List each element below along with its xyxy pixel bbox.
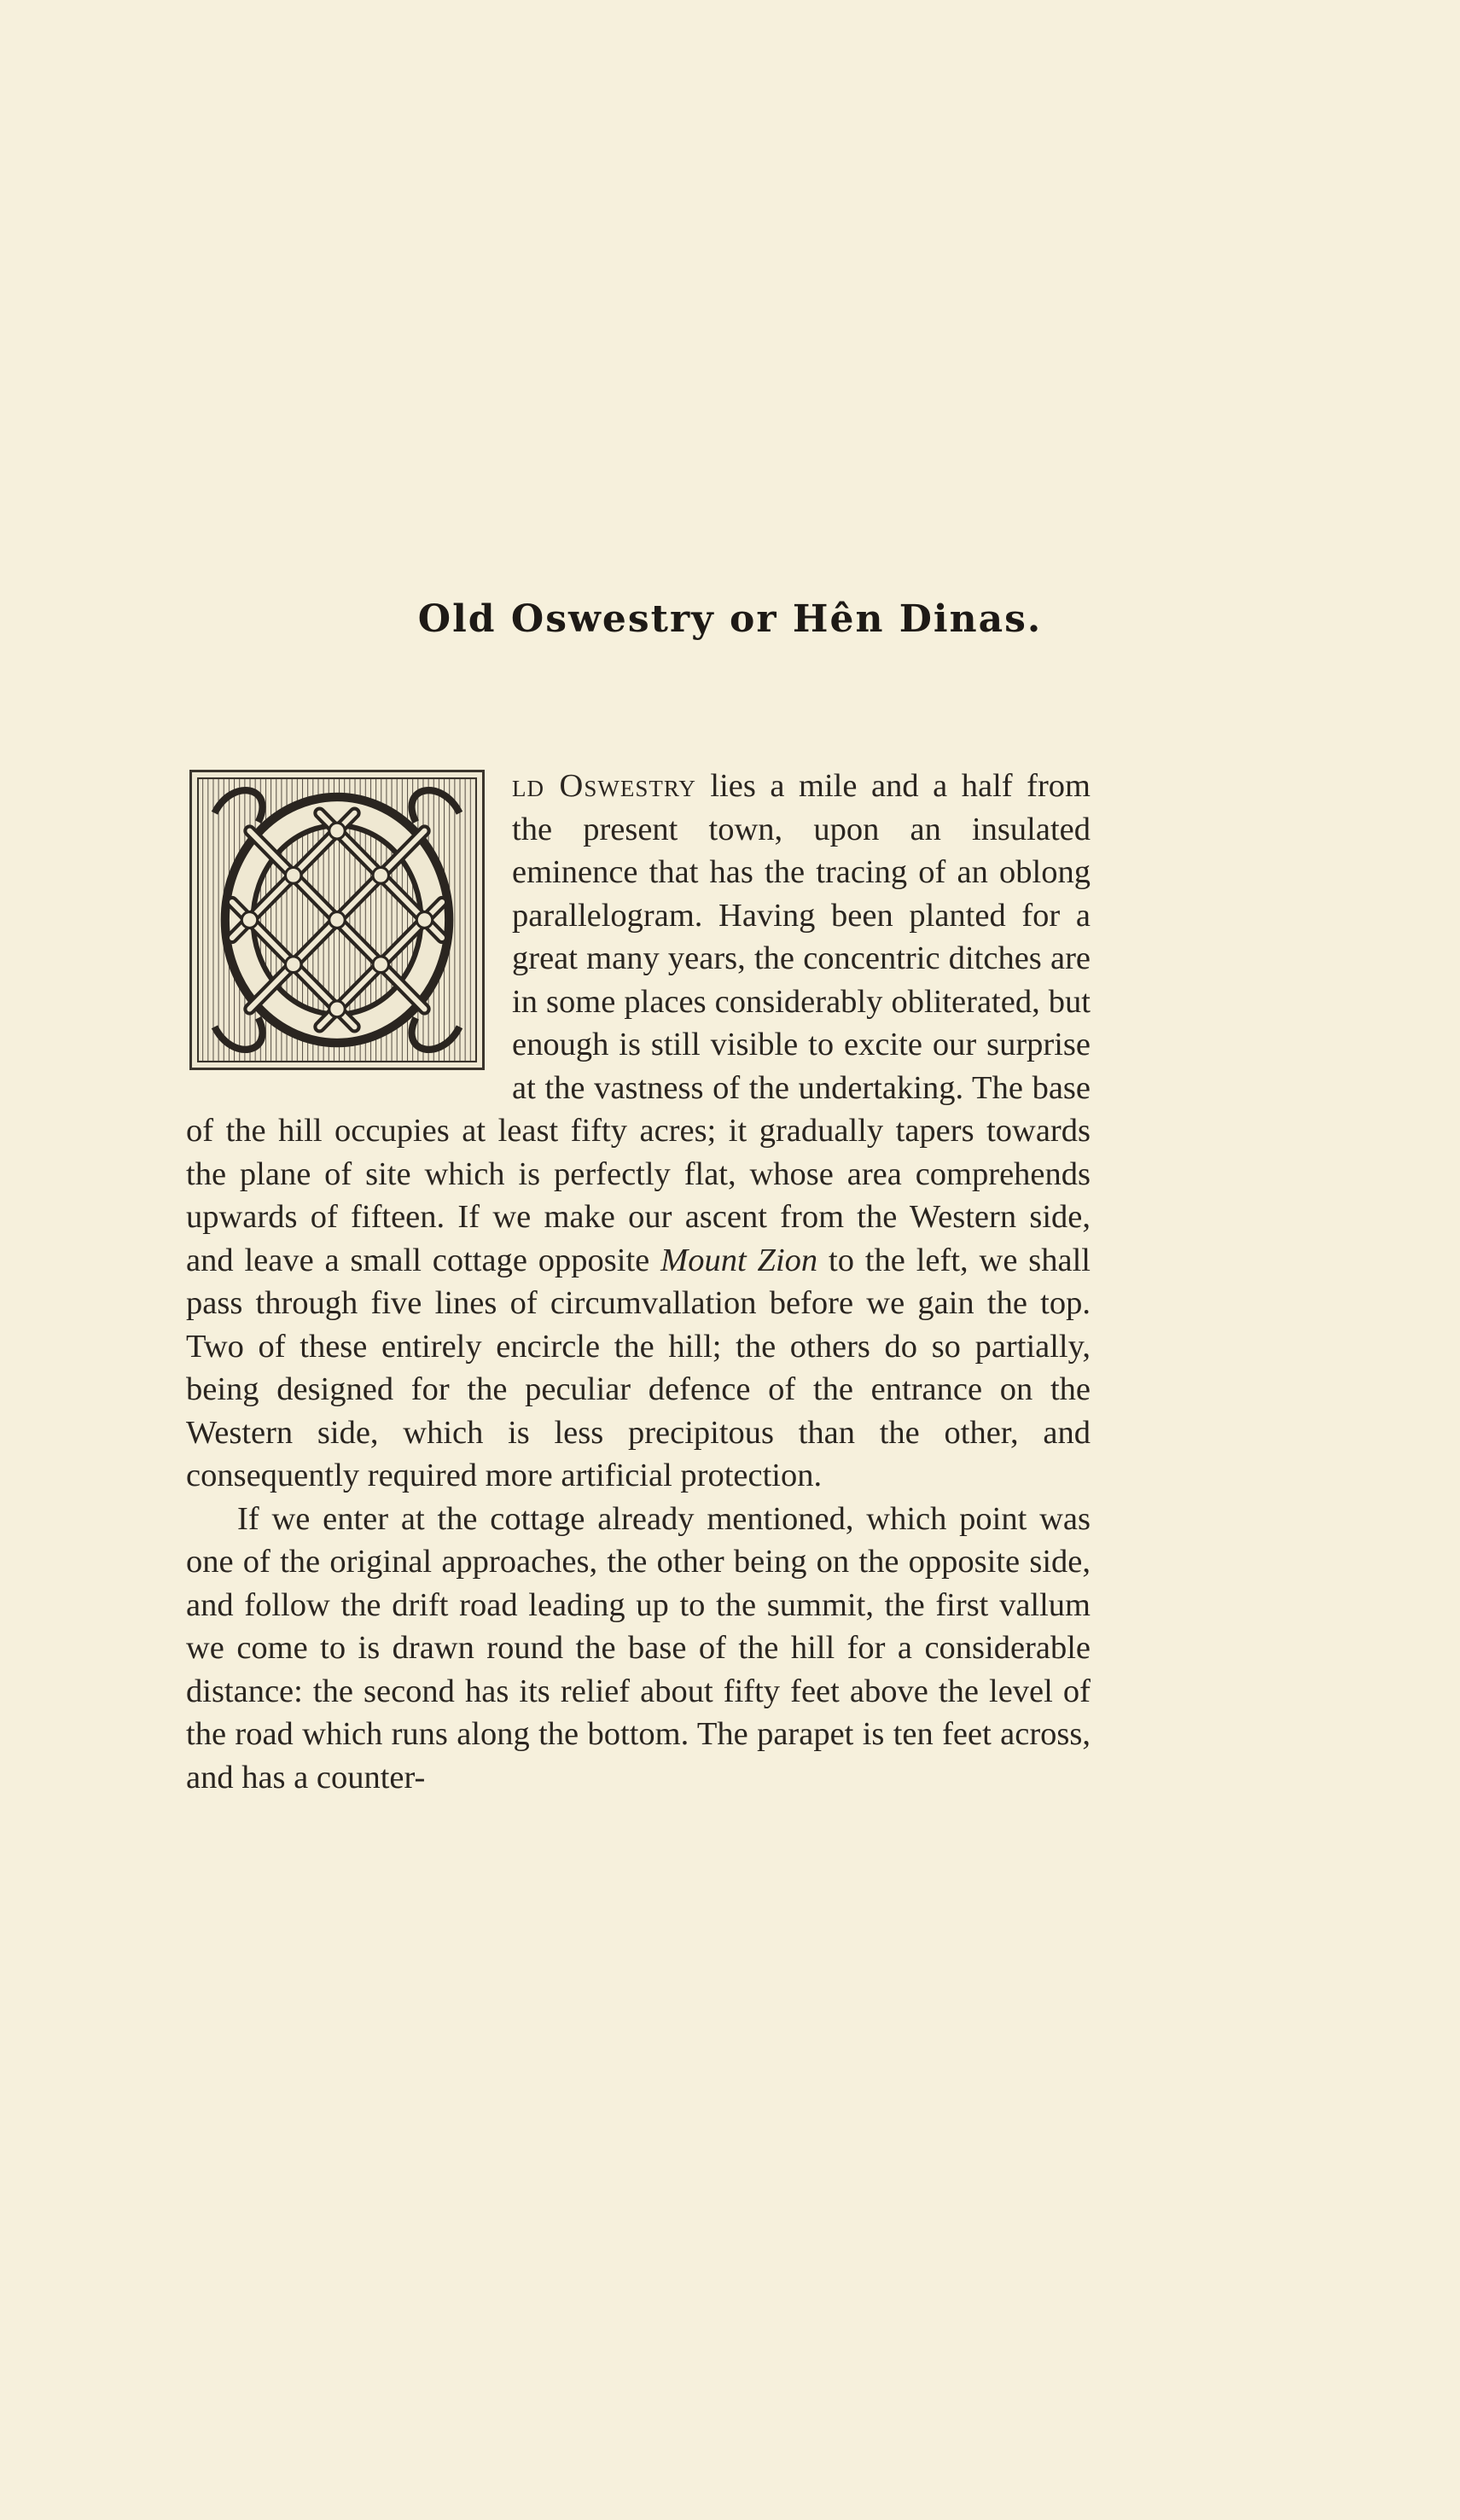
ornament-knotwork-icon [197,777,477,1062]
paragraph-1-text-a: lies a mile and a half from the present town, upon an insulated eminence that has the tracing of an oblong parallelogram. Having been planted for a great many years, the concentric ditches are in some places considerably obliterated, but enough is still visible to excite our surprise at the vastness of the undertaking. The base of the hill occupies at least fifty acres; it gradually tapers towards the plane of site which is perfectly flat, whose area comprehends upwards of fifteen. If we make our ascent from the Western side, and leave a small cottage opposite [186,768,1091,1278]
place-name-italic: Mount Zion [660,1242,818,1278]
ornamental-initial-o [189,770,485,1070]
paragraph-1-text-b: to the left, we shall pass through five lines of circumvallation before we gain the top. Two of these entirely encircle the hill; the others do so partially, being designed for the peculiar defence of the entrance on the Western side, which is less precipitous than the other, and consequently required more artificial protection. [186,1242,1091,1493]
body-text [186,765,1091,1799]
paragraph-1 [186,765,1091,1498]
lead-in: ld Oswestry [512,768,696,804]
paragraph-2: If we enter at the cottage already mentioned, which point was one of the original approaches, the other being on the opposite side, and follow the drift road leading up to the summit, the first vallum we come to is drawn round the base of the hill for a considerable distance: the second has its relief about fifty feet above the level of the road which runs along the bottom. The parapet is ten feet across, and has a counter- [186,1500,1091,1795]
chapter-title: Old Oswestry or Hên Dinas. [417,597,1043,641]
